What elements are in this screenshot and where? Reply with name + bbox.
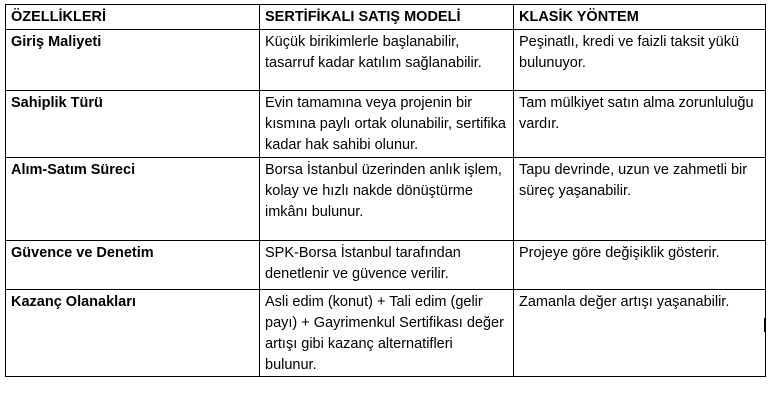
table-row bbox=[6, 290, 766, 377]
feature-cell: Giriş Maliyeti bbox=[6, 30, 260, 91]
comparison-table bbox=[5, 4, 766, 377]
certified-cell: Küçük birikimlerle başlanabilir, tasarruf kadar katılım sağlanabilir. bbox=[260, 30, 514, 91]
certified-cell: Borsa İstanbul üzerinden anlık işlem, kolay ve hızlı nakde dönüştürme imkânı bulunur. bbox=[260, 158, 514, 241]
feature-cell: Güvence ve Denetim bbox=[6, 241, 260, 290]
header-certified-sales-model: SERTİFİKALI SATIŞ MODELİ bbox=[260, 5, 514, 30]
classic-cell: Tam mülkiyet satın alma zorunluluğu vardır. bbox=[514, 91, 766, 158]
certified-cell: SPK-Borsa İstanbul tarafından denetlenir ve güvence verilir. bbox=[260, 241, 514, 290]
header-classic-method: KLASİK YÖNTEM bbox=[514, 5, 766, 30]
feature-cell: Kazanç Olanakları bbox=[6, 290, 260, 377]
classic-cell: Tapu devrinde, uzun ve zahmetli bir süreç yaşanabilir. bbox=[514, 158, 766, 241]
header-row bbox=[6, 5, 766, 30]
classic-cell: Peşinatlı, kredi ve faizli taksit yükü bulunuyor. bbox=[514, 30, 766, 91]
feature-cell: Alım-Satım Süreci bbox=[6, 158, 260, 241]
certified-cell: Evin tamamına veya projenin bir kısmına paylı ortak olunabilir, sertifika kadar hak sahibi olunur. bbox=[260, 91, 514, 158]
table-row bbox=[6, 91, 766, 158]
classic-cell: Zamanla değer artışı yaşanabilir. bbox=[514, 290, 766, 377]
table-row bbox=[6, 158, 766, 241]
feature-cell: Sahiplik Türü bbox=[6, 91, 260, 158]
certified-cell: Asli edim (konut) + Tali edim (gelir payı) + Gayrimenkul Sertifikası değer artışı gibi kazanç alternatifleri bulunur. bbox=[260, 290, 514, 377]
table-row bbox=[6, 30, 766, 91]
classic-cell: Projeye göre değişiklik gösterir. bbox=[514, 241, 766, 290]
edge-mark bbox=[764, 318, 765, 332]
table-row bbox=[6, 241, 766, 290]
header-features: ÖZELLİKLERİ bbox=[6, 5, 260, 30]
